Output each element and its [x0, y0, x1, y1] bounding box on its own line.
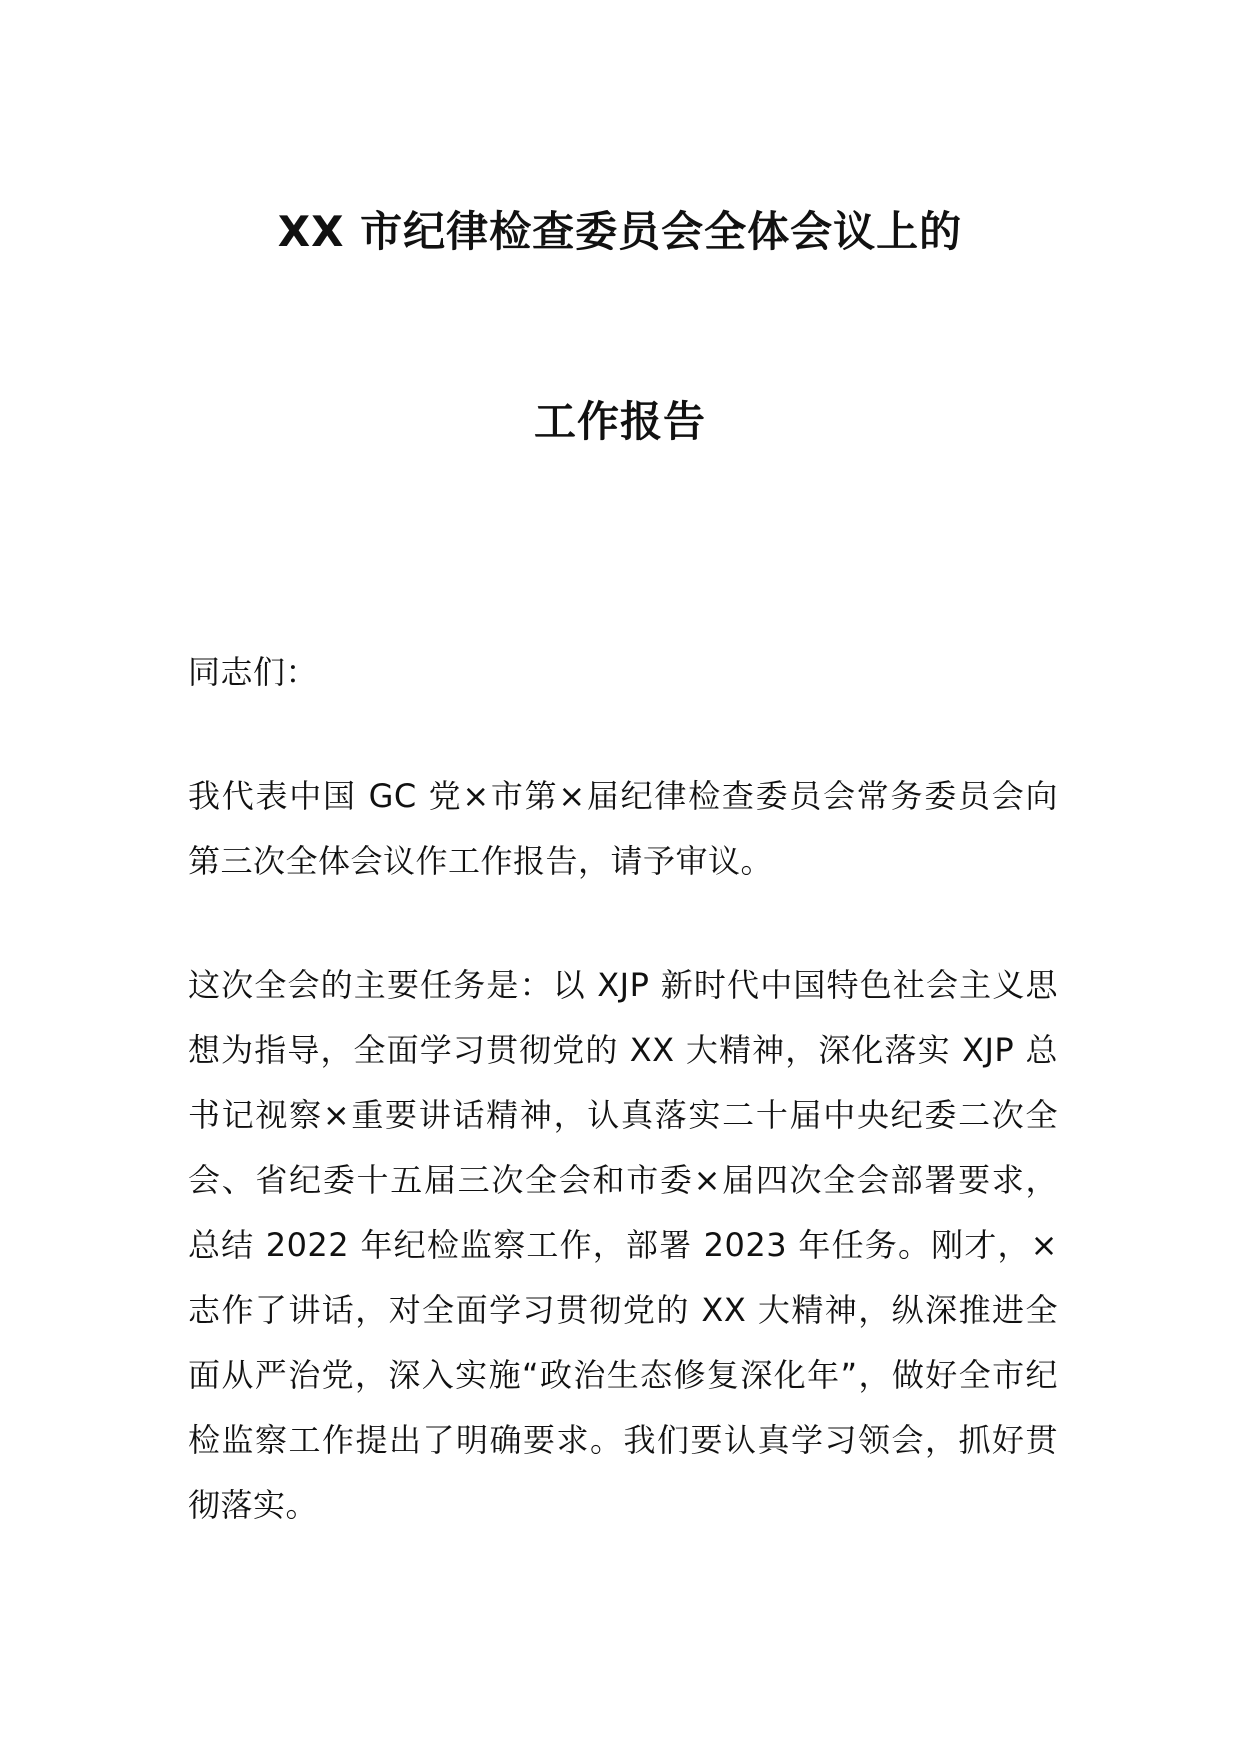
- paragraph-1: 我代表中国 GC 党×市第×届纪律检查委员会常务委员会向第三次全体会议作工作报告，请予审议。: [188, 777, 1058, 880]
- document-title-line-1: XX 市纪律检查委员会全体会议上的: [277, 207, 963, 256]
- document-title-line-2: 工作报告: [533, 397, 706, 446]
- paragraph-2: 这次全会的主要任务是：以 XJP 新时代中国特色社会主义思想为指导，全面学习贯彻党的 XX 大精神，深化落实 XJP 总书记视察×重要讲话精神，认真落实二十届中央纪委二次全会、省纪委十五届三次全会和市委×届四次全会部署要求，总结 2022 年纪检监察工作，部署 2023 年任务。刚才，×志作了讲话，对全面学习贯彻党的 XX 大精神，纵深推进全面从严治党，深入实施“政治生态修复深化年”，做好全市纪检监察工作提出了明确要求。我们要认真学习领会，抓好贯彻落实。: [188, 966, 1058, 1524]
- salutation: 同志们：: [188, 653, 319, 691]
